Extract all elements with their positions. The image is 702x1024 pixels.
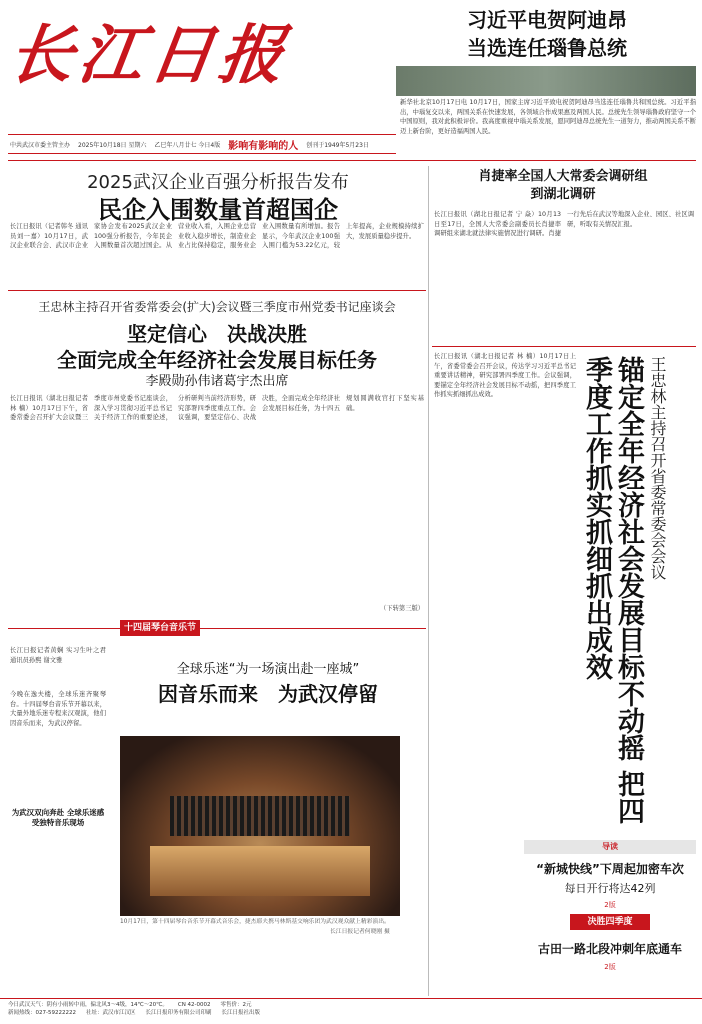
- footer-publisher: 长江日报社出版: [221, 1010, 261, 1016]
- story2-headline-1[interactable]: 坚定信心 决战决胜: [127, 322, 307, 346]
- story2-headline-2[interactable]: 全面完成全年经济社会发展目标任务: [57, 348, 377, 372]
- story4-headline[interactable]: 肖捷率全国人大常委会调研组 到湖北调研: [478, 169, 648, 202]
- story3-kicker: 全球乐迷“为一场演出赴一座城”: [176, 662, 360, 677]
- photo-caption: 10月17日，第十四届琴台音乐节开幕式音乐会，捷杰耶夫携马林斯基交响乐团为武汉观众献上精彩演出。: [120, 919, 390, 925]
- guide-item1-sub: 每日开行将达42列: [564, 882, 656, 895]
- guide-tag: 决胜四季度: [570, 914, 650, 930]
- footer: [0, 998, 702, 1024]
- lead-body: 新华社北京10月17日电 10月17日，国家主席习近平致电祝贺阿迪昂当选连任瑙鲁共和国总统。习近平指出，中瑙复交以来，两国关系在快速发展，各领域合作成果惠及两国人民。总统先生领导瑙鲁政府坚守一个中国原则，我对此积极评价。我高度重视中瑙关系发展，愿同阿迪昂总统先生一道努力，推动两国关系不断迈上新台阶，更好造福两国人民。: [400, 99, 696, 135]
- story3-byline: 长江日报记者黄娴 实习生叶之君 通讯员孙熙 谢文雅: [10, 647, 106, 664]
- story3-banner: 十四届琴台音乐节: [120, 620, 200, 636]
- masthead-meta-bar: [8, 134, 396, 154]
- footer-weather: 今日武汉天气：阴有小雨转中雨，偏北风3～4级，14℃～20℃。: [8, 1002, 168, 1008]
- footer-phone: 新闻热线：027-59222222: [8, 1010, 76, 1016]
- guide-item2-title[interactable]: 古田一路北段冲刺年底通车: [537, 942, 682, 956]
- story3-sidebar-title: 为武汉双向奔赴 全球乐迷感受独特音乐现场: [11, 808, 105, 827]
- footer-price: 零售价：2元: [220, 1002, 252, 1008]
- masthead-date: 2025年10月18日 星期六: [78, 141, 147, 149]
- divider: [8, 290, 426, 291]
- story4-body: 长江日报讯（湖北日报记者 宁 焱）10月13日至17日，全国人大常委会副委员长肖捷率调研组来湖北就法律实施情况进行调研。肖捷一行先后在武汉等地深入企业、园区、社区调研，听取有关情况汇报。: [434, 211, 694, 238]
- guide-item2-page: 2版: [604, 963, 616, 971]
- masthead-org: 中共武汉市委主管主办: [10, 141, 71, 149]
- divider: [8, 628, 426, 629]
- story1-headline[interactable]: 民企入围数量首超国企: [98, 196, 338, 224]
- guide-item1-title[interactable]: “新城快线”下周起加密车次: [536, 862, 684, 876]
- masthead-lunar: 乙巳年八月廿七 今日4版: [154, 141, 221, 149]
- divider: [432, 346, 696, 347]
- story2-subhead: 李殿勋孙伟诸葛宇杰出席: [145, 374, 289, 389]
- story5-kicker: 王忠林主持召开省委常委会会议: [648, 356, 667, 580]
- divider: [8, 160, 696, 161]
- column-divider: [428, 166, 429, 996]
- masthead-slogan: 影响有影响的人: [228, 140, 299, 152]
- guide-item1-page: 2版: [604, 901, 616, 909]
- photo-credit: 长江日报记者何晓刚 摄: [330, 929, 390, 935]
- story2-continued: （下转第三版）: [380, 605, 425, 612]
- concert-photo: [120, 736, 400, 916]
- masthead-logo: 长江日报: [3, 18, 295, 93]
- story3-body: 今晚在逸夫楼，全球乐迷齐聚琴台。十四届琴台音乐节开幕以来，大量外地乐迷专程来汉观演，他们因音乐而来，为武汉停留。: [10, 691, 106, 727]
- story5-headline[interactable]: 锚定全年经济社会发展目标不动摇 把四季度工作抓实抓细抓出成效: [581, 356, 644, 825]
- footer-cn-code: CN 42-0002: [177, 1002, 211, 1008]
- footer-address: 社址：武汉市江汉区: [85, 1010, 136, 1016]
- lead-banner-image: [396, 66, 696, 96]
- footer-printing: 长江日报印务有限公司印刷: [145, 1010, 212, 1016]
- lead-headline[interactable]: 习近平电贺阿迪昂 当选连任瑙鲁总统: [467, 8, 627, 60]
- story5-body: 长江日报讯（湖北日报记者 林 楠）10月17日上午，省委常委会召开会议，传达学习习近平总书记重要讲话精神，研究部署四季度工作。会议强调，要锚定全年经济社会发展目标不动摇，把四季度工作抓实抓细抓出成效。: [434, 353, 576, 399]
- story2-kicker: 王忠林主持召开省委常委会(扩大)会议暨三季度市州党委书记座谈会: [38, 300, 396, 314]
- guide-bar: 导读: [524, 840, 696, 854]
- story1-body: 长江日报讯（记者韩冬 通讯员刘一嘉）10月17日，武汉企业联合会、武汉市企业家协会发布2025武汉企业100强分析报告，今年民企入围数量首次超过国企。从营业收入看，入围企业总营业收入稳步增长，制造业企业占比保持稳定，服务业企业入围数量有所增加。报告显示，今年武汉企业100强入围门槛为53.22亿元，较上年提高，企业规模持续扩大，发展质量稳步提升。: [10, 223, 424, 250]
- masthead-founded: 创刊于1949年5月23日: [306, 141, 369, 149]
- choir: [170, 796, 350, 836]
- story1-kicker: 2025武汉企业百强分析报告发布: [87, 172, 349, 193]
- story3-headline[interactable]: 因音乐而来 为武汉停留: [158, 682, 378, 706]
- stage: [150, 846, 370, 896]
- story2-body: 长江日报讯（湖北日报记者 林 楠）10月17日下午，省委常委会召开扩大会议暨三季度市州党委书记座谈会，深入学习贯彻习近平总书记关于经济工作的重要论述，分析研判当前经济形势，研究部署四季度重点工作。会议强调，要坚定信心、决战决胜，全面完成全年经济社会发展目标任务，为十四五规划圆满收官打下坚实基础。: [10, 395, 424, 422]
